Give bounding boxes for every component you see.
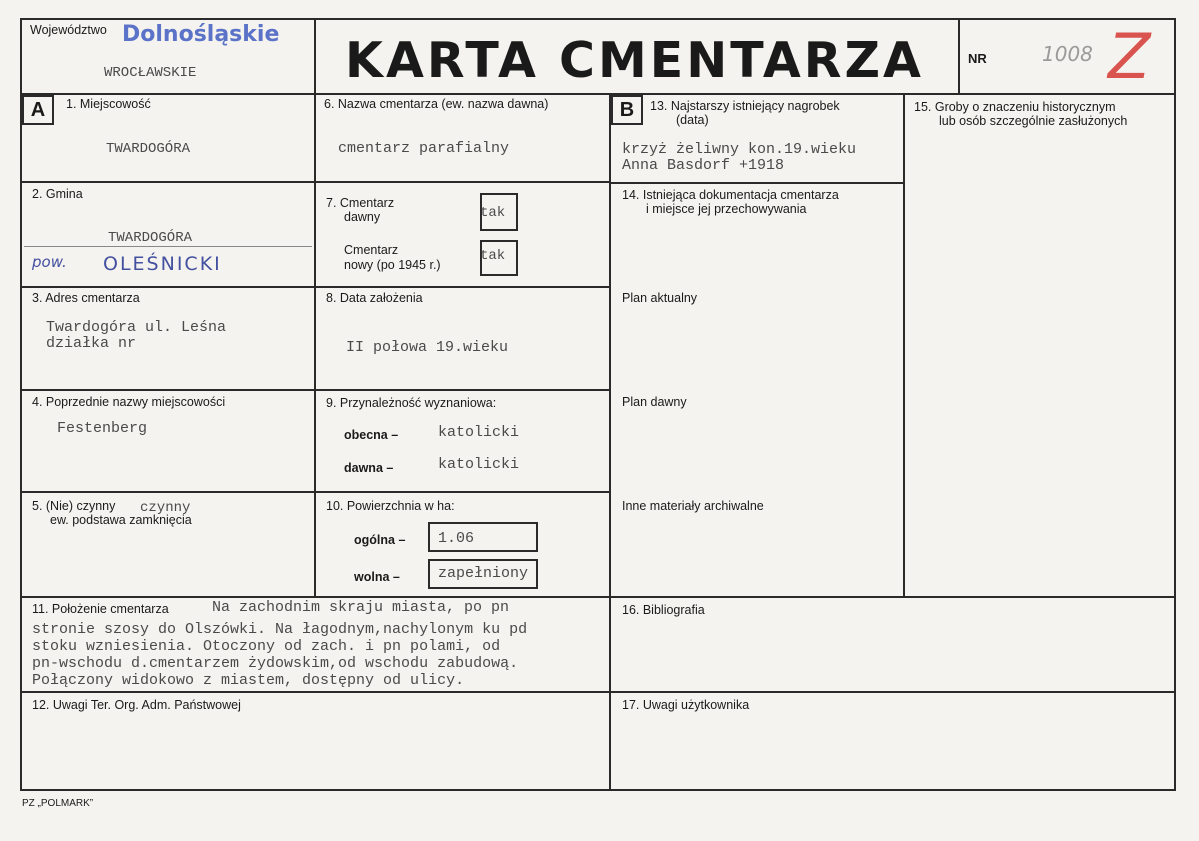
field-7-old-label: dawny <box>344 210 381 224</box>
field-15-label-line2: lub osób szczególnie zasłużonych <box>939 114 1128 128</box>
row-6-7 <box>314 181 611 183</box>
plan-current-label: Plan aktualny <box>622 291 698 305</box>
field-11-line5: Połączony widokowo z miastem, dostępny od ulicy. <box>32 672 465 689</box>
field-13-value-line1: krzyż żeliwny kon.19.wieku <box>622 141 857 158</box>
frame-left <box>20 18 22 791</box>
field-13-value-line2: Anna Basdorf +1918 <box>622 157 785 174</box>
field-14-label-line1: 14. Istniejąca dokumentacja cmentarza <box>622 188 839 202</box>
field-8-label: 8. Data założenia <box>326 291 423 305</box>
field-3-label: 3. Adres cmentarza <box>32 291 140 305</box>
col-div-3 <box>903 93 905 598</box>
field-1-label: 1. Miejscowość <box>66 97 151 111</box>
field-7-new-label-line2: nowy (po 1945 r.) <box>344 258 441 272</box>
field-11-line3: stoku wzniesienia. Otoczony od zach. i pn polami, od <box>32 638 501 655</box>
nr-mark: Z <box>1108 20 1151 93</box>
row-7-8 <box>314 286 611 288</box>
voivodeship-label: Województwo <box>30 23 107 37</box>
field-8-value: II połowa 19.wieku <box>346 339 509 356</box>
field-5-label-line1: 5. (Nie) czynny <box>32 499 116 513</box>
field-9-current-label: obecna – <box>344 428 399 442</box>
row-4-5 <box>20 491 316 493</box>
field-5-value: czynny <box>140 500 191 516</box>
row-1-2 <box>20 181 316 183</box>
field-3-value-line2: działka nr <box>46 335 137 352</box>
field-5-label-line2: ew. podstawa zamknięcia <box>50 513 192 527</box>
field-10-free-value: zapełniony <box>438 565 529 582</box>
field-13-label-line2: (data) <box>676 113 709 127</box>
field-10-label: 10. Powierzchnia w ha: <box>326 499 455 513</box>
section-a-marker: A <box>22 95 54 125</box>
field-7-label: 7. Cmentarz <box>326 196 395 210</box>
field-10-total-value: 1.06 <box>438 530 475 547</box>
col-div-2 <box>609 93 611 791</box>
field-11-label: 11. Położenie cmentarza <box>32 602 169 616</box>
field-7-new-label-line1: Cmentarz <box>344 243 399 257</box>
field-9-label: 9. Przynależność wyznaniowa: <box>326 396 497 410</box>
field-2-hand-value: OLEŚNICKI <box>103 253 222 275</box>
field-7-old-value: tak <box>480 205 506 221</box>
header-div-1 <box>314 18 316 598</box>
frame-right <box>1174 18 1176 791</box>
row-3-4 <box>20 389 316 391</box>
field-15-label-line1: 15. Groby o znaczeniu historycznym <box>914 100 1116 114</box>
field-4-value: Festenberg <box>57 420 148 437</box>
field-7-new-value: tak <box>480 248 506 264</box>
row-13-14 <box>609 182 905 184</box>
page-title: KARTA CMENTARZA <box>345 32 924 89</box>
field-11-line1: Na zachodnim skraju miasta, po pn <box>212 599 510 616</box>
field-10-total-label: ogólna – <box>354 533 406 547</box>
field-9-former-label: dawna – <box>344 461 394 475</box>
field-16-label: 16. Bibliografia <box>622 603 705 617</box>
field-6-value: cmentarz parafialny <box>338 140 510 157</box>
field-1-value: TWARDOGÓRA <box>106 141 191 157</box>
field-9-current-value: katolicki <box>438 424 520 441</box>
plan-former-label: Plan dawny <box>622 395 687 409</box>
field-10-free-label: wolna – <box>354 570 400 584</box>
field-4-label: 4. Poprzednie nazwy miejscowości <box>32 395 226 409</box>
field-2-label: 2. Gmina <box>32 187 83 201</box>
nr-label: NR <box>968 51 987 66</box>
frame-bottom <box>20 789 1176 791</box>
field-11-line2: stronie szosy do Olszówki. Na łagodnym,nachylonym ku pd <box>32 621 528 638</box>
row-8-9 <box>314 389 611 391</box>
nr-value: 1008 <box>1042 42 1093 66</box>
field-2-hand-prefix: pow. <box>32 253 67 271</box>
row-11-top <box>20 596 1176 598</box>
publisher-footer: PZ „POLMARK” <box>22 798 94 809</box>
row-9-10 <box>314 491 611 493</box>
row-12-top <box>20 691 1176 693</box>
field-9-former-value: katolicki <box>438 456 520 473</box>
section-b-marker: B <box>611 95 643 125</box>
field-13-label-line1: 13. Najstarszy istniejący nagrobek <box>650 99 840 113</box>
row-2-3 <box>20 286 316 288</box>
frame-top <box>20 18 1176 20</box>
field-11-line4: pn-wschodu d.cmentarzem żydowskim,od wschodu zabudową. <box>32 655 519 672</box>
field-14-label-line2: i miejsce jej przechowywania <box>646 202 807 216</box>
field-3-value-line1: Twardogóra ul. Leśna <box>46 319 227 336</box>
field-17-label: 17. Uwagi użytkownika <box>622 698 750 712</box>
voivodeship-typed: WROCŁAWSKIE <box>104 65 197 81</box>
gmina-divider <box>24 246 312 247</box>
voivodeship-stamp: Dolnośląskie <box>122 22 280 47</box>
other-materials-label: Inne materiały archiwalne <box>622 499 764 513</box>
field-2-value: TWARDOGÓRA <box>108 230 193 246</box>
header-bottom <box>20 93 1176 95</box>
header-div-2 <box>958 18 960 95</box>
field-6-label: 6. Nazwa cmentarza (ew. nazwa dawna) <box>324 97 549 111</box>
field-12-label: 12. Uwagi Ter. Org. Adm. Państwowej <box>32 698 241 712</box>
